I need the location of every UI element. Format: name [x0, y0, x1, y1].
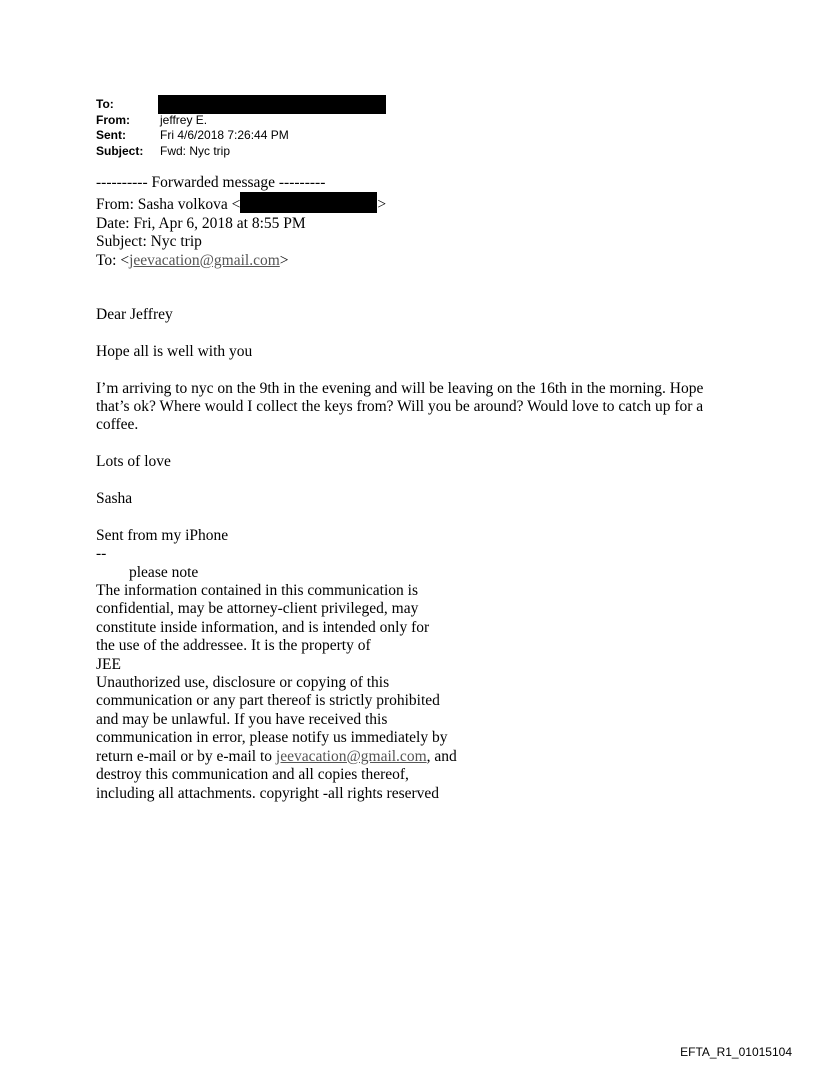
sent-value: Fri 4/6/2018 7:26:44 PM	[160, 128, 289, 142]
disclaimer-line: JEE	[96, 655, 121, 673]
disclaimer-line: confidential, may be attorney-client privileged, may	[96, 600, 419, 618]
disclaimer-line: communication or any part thereof is strictly prohibited	[96, 692, 440, 710]
redaction-bar	[240, 192, 377, 213]
disclaimer-line: communication in error, please notify us immediately by	[96, 729, 448, 747]
email-link[interactable]: jeevacation@gmail.com	[275, 747, 427, 765]
subject-label: Subject:	[96, 143, 144, 158]
forwarded-to: To: <jeevacation@gmail.com>	[96, 251, 289, 269]
disclaimer	[96, 564, 721, 803]
sent-label: Sent:	[96, 128, 126, 142]
from-value: jeffrey E.	[160, 112, 208, 127]
greeting: Dear Jeffrey	[96, 306, 173, 324]
disclaimer-line: the use of the addressee. It is the property of	[96, 637, 371, 655]
forwarded-header	[96, 174, 721, 270]
disclaimer-line: and may be unlawful. If you have received this	[96, 710, 388, 728]
disclaimer-note: please note	[129, 563, 199, 581]
disclaimer-line: The information contained in this communication is	[96, 582, 418, 600]
disclaimer-line: Unauthorized use, disclosure or copying of this	[96, 674, 390, 692]
to-label: To:	[96, 97, 114, 111]
message-line: Hope all is well with you	[96, 342, 253, 360]
email-link[interactable]: jeevacation@gmail.com	[129, 251, 280, 269]
signature-separator: --	[96, 545, 107, 563]
disclaimer-line: including all attachments. copyright -all rights reserved	[96, 784, 440, 802]
disclaimer-line: destroy this communication and all copies thereof,	[96, 766, 409, 784]
forwarded-separator: ---------- Forwarded message ---------	[96, 174, 326, 191]
forwarded-date: Date: Fri, Apr 6, 2018 at 8:55 PM	[96, 214, 306, 232]
subject-value: Fwd: Nyc trip	[160, 143, 231, 158]
disclaimer-line: return e-mail or by e-mail to jeevacation@gmail.com, and	[96, 747, 457, 765]
from-label: From:	[96, 112, 130, 127]
message-paragraph: I’m arriving to nyc on the 9th in the evening and will be leaving on the 16th in the morning. Hope that’s ok? Where would I collect the keys from? Will you be around? Would love to catch up for a coffee.	[96, 379, 704, 434]
sent-from-line: Sent from my iPhone	[96, 526, 229, 544]
redaction-bar	[158, 95, 386, 114]
closing: Lots of love	[96, 453, 171, 471]
document-id: EFTA_R1_01015104	[680, 1045, 792, 1059]
forwarded-subject: Subject: Nyc trip	[96, 233, 202, 251]
signature: Sasha	[96, 490, 133, 508]
forwarded-from: From: Sasha volkova < >	[96, 192, 721, 214]
email-body	[96, 174, 721, 803]
disclaimer-line: constitute inside information, and is intended only for	[96, 618, 430, 636]
